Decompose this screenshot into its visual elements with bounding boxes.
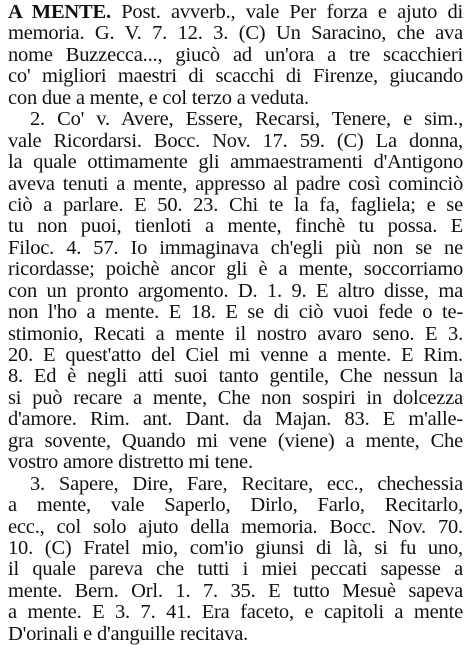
text-line: non l'ho a mente. E 18. E se di ciò vuoi fede o te- bbox=[8, 302, 463, 324]
text-line: si può recare a mente, Che non sospiri in dolcezza bbox=[8, 387, 463, 409]
text-line: ricordasse; poichè ancor gli è a mente, soccorriamo bbox=[8, 259, 463, 281]
text-line: gra sovente, Quando mi vene (viene) a mente, Che bbox=[8, 430, 463, 452]
text-line: tu non puoi, tienloti a mente, finchè tu possa. E bbox=[8, 216, 463, 238]
text-line: a mente, vale Saperlo, Dirlo, Farlo, Recitarlo, bbox=[8, 495, 463, 517]
text-line: vostro amore distretto mi tene. bbox=[8, 452, 253, 474]
text-line: a mente. E 3. 7. 41. Era faceto, e capitoli a mente bbox=[8, 602, 463, 624]
headword: A MENTE. bbox=[8, 2, 111, 23]
text-line: D'orinali e d'anguille recitava. bbox=[8, 623, 249, 645]
line-text: Post. avverb., vale Per forza e ajuto di bbox=[121, 2, 463, 23]
text-line: 10. (C) Fratel mio, com'io giunsi di là, si fu uno, bbox=[8, 537, 463, 559]
text-line: mente. Bern. Orl. 1. 7. 35. E tutto Mesuè sapeva bbox=[8, 580, 463, 602]
text-line: il quale pareva che tutti i miei peccati sapesse a bbox=[8, 559, 463, 581]
text-line: 2. Co' v. Avere, Essere, Recarsi, Tenere, e sim., bbox=[30, 109, 463, 131]
text-line: 3. Sapere, Dire, Fare, Recitare, ecc., chechessia bbox=[30, 473, 463, 495]
text-line: stimonio, Recati a mente il nostro avaro seno. E 3. bbox=[8, 323, 463, 345]
entry-paragraph-3 bbox=[8, 474, 463, 645]
text-line: con due a mente, e col terzo a veduta. bbox=[8, 87, 309, 109]
text-line: memoria. G. V. 7. 12. 3. (C) Un Saracino, che ava bbox=[8, 23, 463, 45]
text-line: nome Buzzecca..., giucò ad un'ora a tre scacchieri bbox=[8, 44, 463, 66]
entry-paragraph-2 bbox=[8, 109, 463, 473]
text-line: ciò a parlare. E 50. 23. Chi te la fa, fagliela; e se bbox=[8, 194, 463, 216]
text-line: ecc., col solo ajuto della memoria. Bocc. Nov. 70. bbox=[8, 516, 463, 538]
text-line: 20. E quest'atto del Ciel mi venne a mente. E Rim. bbox=[8, 345, 463, 366]
text-line: Filoc. 4. 57. Io immaginava ch'egli più non se ne bbox=[8, 237, 463, 259]
text-line: vale Ricordarsi. Bocc. Nov. 17. 59. (C) La donna, bbox=[8, 130, 463, 152]
text-line: la quale ottimamente gli ammaestramenti d'Antigono bbox=[8, 152, 463, 174]
text-line: d'amore. Rim. ant. Dant. da Majan. 83. E m'alle- bbox=[8, 409, 463, 431]
text-line bbox=[8, 2, 463, 23]
entry-paragraph-1 bbox=[8, 2, 463, 109]
text-line: aveva tenuti a mente, appresso al padre così cominciò bbox=[8, 173, 463, 195]
text-line: 8. Ed è negli atti suoi tanto gentile, Che nessun la bbox=[8, 366, 463, 388]
text-line: co' migliori maestri di scacchi di Firenze, giucando bbox=[8, 66, 463, 88]
text-line: con un pronto argomento. D. 1. 9. E altro disse, ma bbox=[8, 280, 463, 302]
